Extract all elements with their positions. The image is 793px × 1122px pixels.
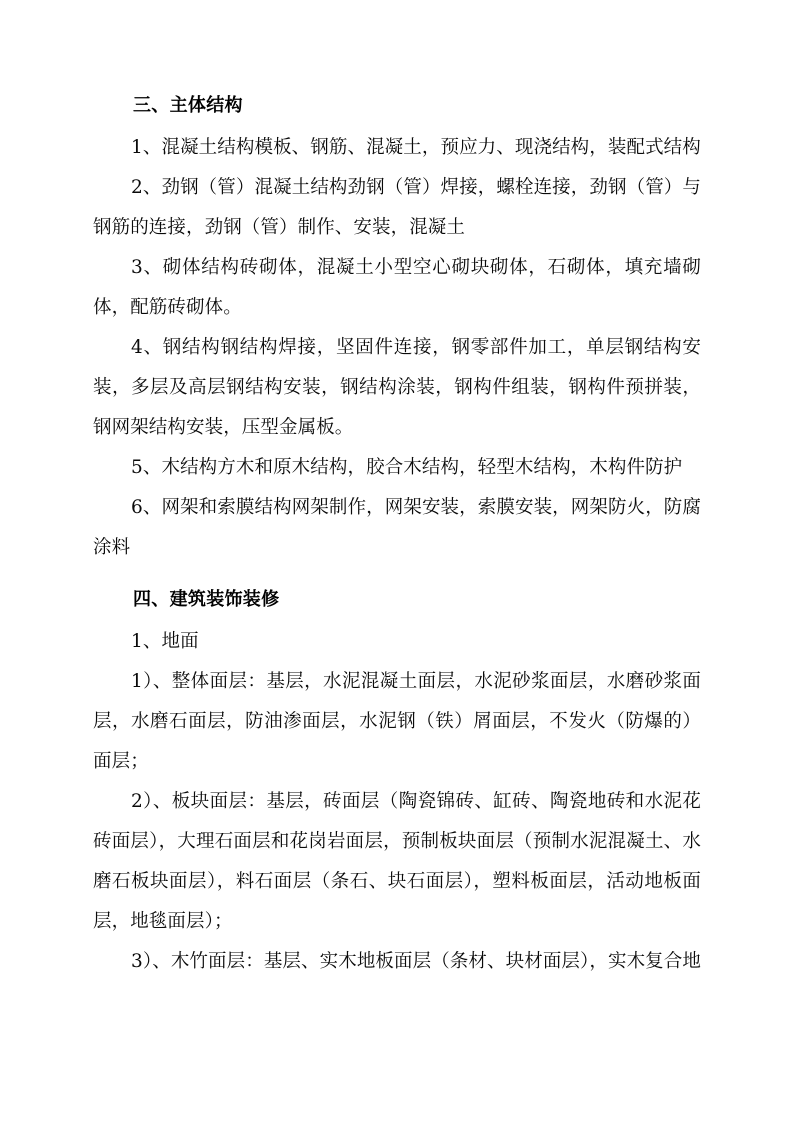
paragraph-3-2: 2、劲钢（管）混凝土结构劲钢（管）焊接，螺栓连接，劲钢（管）与钢筋的连接，劲钢（管）制作、安装，混凝土 xyxy=(93,177,701,238)
paragraph-4-1-2: 2）、板块面层：基层，砖面层（陶瓷锦砖、缸砖、陶瓷地砖和水泥花砖面层），大理石面层和花岗岩面层，预制板块面层（预制水泥混凝土、水磨石板块面层），料石面层（条石、块石面层），塑料板面层，活动地板面层，地毯面层）； xyxy=(93,791,701,932)
section-heading-3: 三、主体结构 xyxy=(133,95,243,116)
paragraph-3-1: 1、混凝土结构模板、钢筋、混凝土，预应力、现浇结构，装配式结构 xyxy=(131,137,701,158)
document-body xyxy=(93,86,701,982)
paragraph-3-4: 4、钢结构钢结构焊接，坚固件连接，钢零部件加工，单层钢结构安装，多层及高层钢结构安装，钢结构涂装，钢构件组装，钢构件预拼装，钢网架结构安装，压型金属板。 xyxy=(93,337,701,438)
paragraph-4-1-3: 3）、木竹面层：基层、实木地板面层（条材、块材面层），实木复合地 xyxy=(131,951,701,972)
paragraph-3-6: 6、网架和索膜结构网架制作，网架安装，索膜安装，网架防火，防腐涂料 xyxy=(93,497,701,558)
paragraph-3-5: 5、木结构方木和原木结构，胶合木结构，轻型木结构，木构件防护 xyxy=(131,457,683,478)
section-main-structure xyxy=(93,86,701,568)
paragraph-4-1: 1、地面 xyxy=(131,631,199,652)
paragraph-3-3: 3、砌体结构砖砌体，混凝土小型空心砌块砌体，石砌体，填充墙砌体，配筋砖砌体。 xyxy=(93,257,701,318)
paragraph-4-1-1: 1）、整体面层：基层，水泥混凝土面层，水泥砂浆面层，水磨砂浆面层，水磨石面层，防油渗面层，水泥钢（铁）屑面层，不发火（防爆的）面层； xyxy=(93,671,701,772)
section-heading-4: 四、建筑装饰装修 xyxy=(133,589,280,610)
section-architectural-decoration xyxy=(93,580,701,982)
